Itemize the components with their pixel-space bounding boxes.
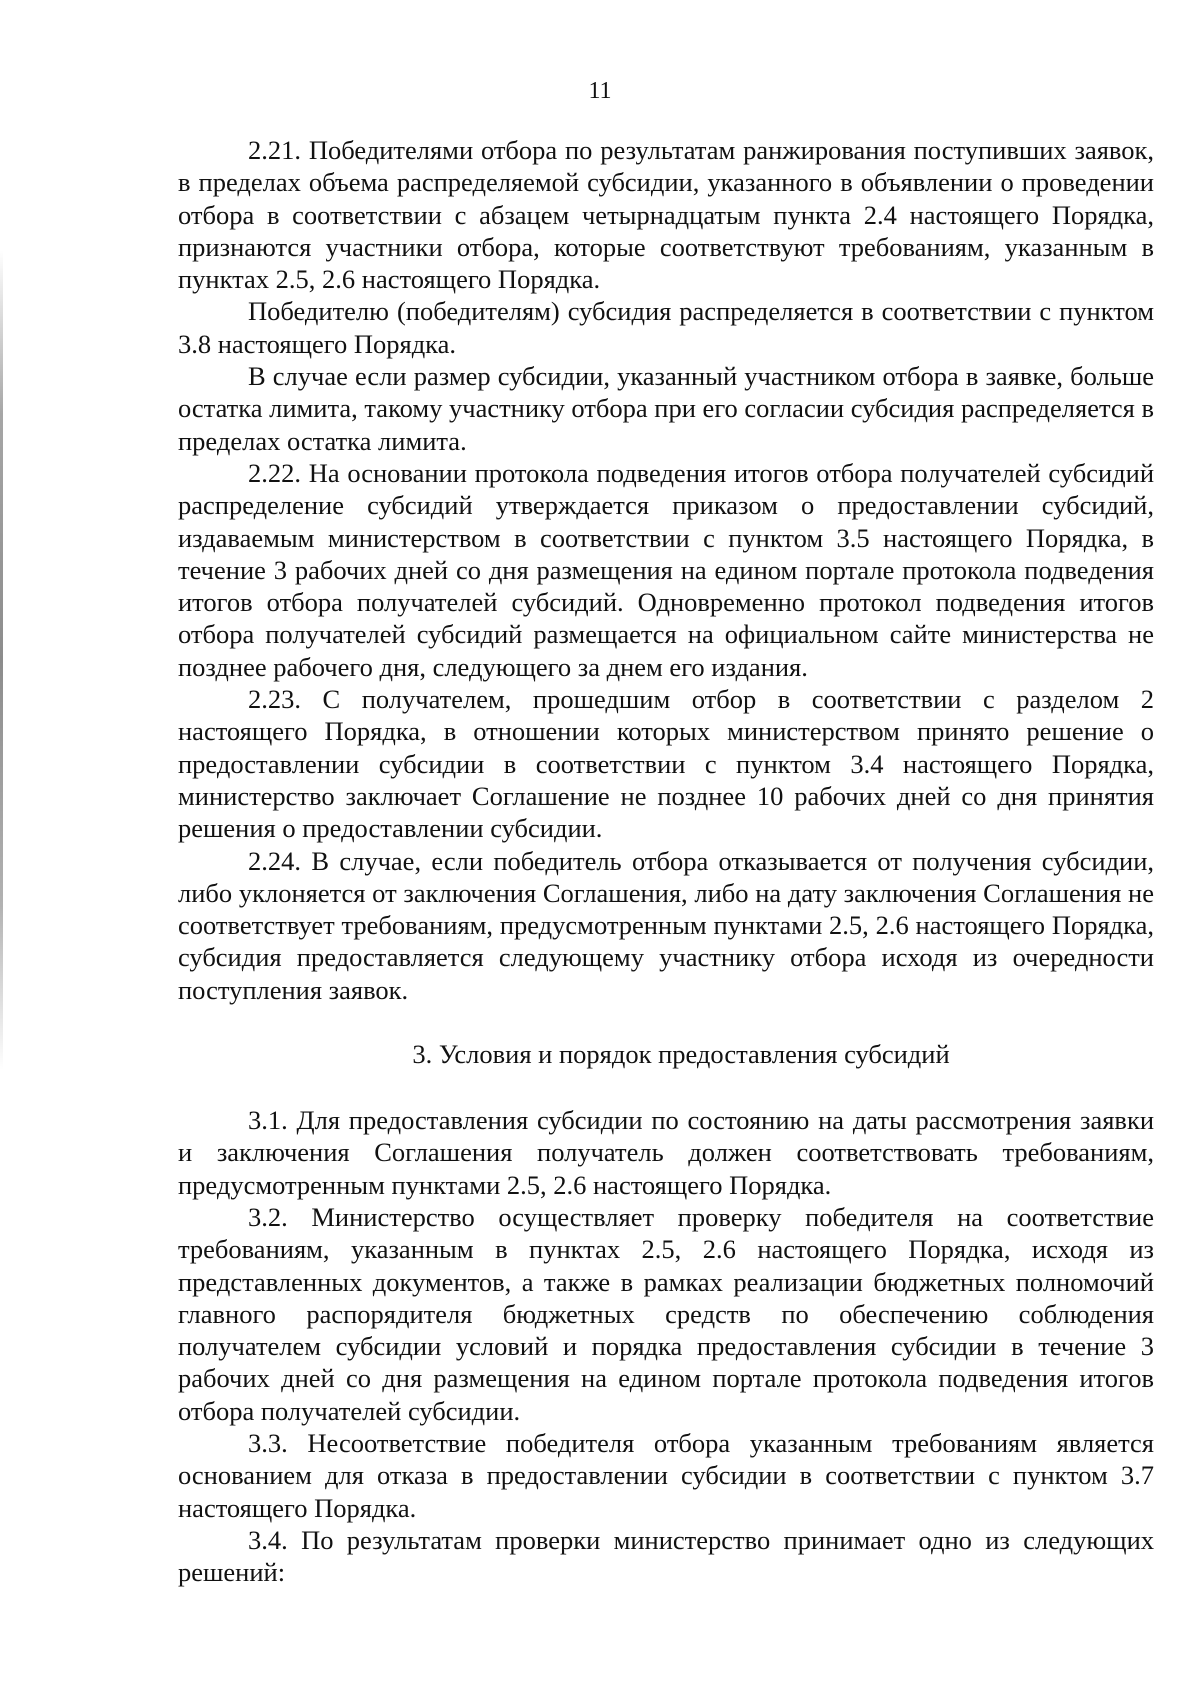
paragraph-winner-distribution: Победителю (победителям) субсидия распределяется в соответствии с пунктом 3.8 настоящего Порядка. <box>178 296 1154 359</box>
paragraph-3-4: 3.4. По результатам проверки министерство принимает одно из следующих решений: <box>178 1524 1154 1588</box>
paragraph-3-3: 3.3. Несоответствие победителя отбора указанным требованиям является основанием для отказа в предоставлении субсидии в соответствии с пунктом 3.7 настоящего Порядка. <box>178 1427 1154 1523</box>
paragraph-2-21: 2.21. Победителями отбора по результатам ранжирования поступивших заявок, в пределах объема распределяемой субсидии, указанного в объявлении о проведении отбора в соответствии с абзацем четырнадцатым пункта 2.4 настоящего Порядка, признаются участники отбора, которые соответствуют требованиям, указанным в пунктах 2.5, 2.6 настоящего Порядка. <box>178 135 1154 295</box>
paragraph-3-1: 3.1. Для предоставления субсидии по состоянию на даты рассмотрения заявки и заключения Соглашения получатель должен соответствовать требованиям, предусмотренным пунктами 2.5, 2.6 настоящего Порядка. <box>178 1105 1154 1200</box>
paragraph-limit-remainder: В случае если размер субсидии, указанный участником отбора в заявке, больше остатка лимита, такому участнику отбора при его согласии субсидия распределяется в пределах остатка лимита. <box>178 361 1154 456</box>
scan-edge-shadow <box>0 250 3 1070</box>
paragraph-2-24: 2.24. В случае, если победитель отбора отказывается от получения субсидии, либо уклоняется от заключения Соглашения, либо на дату заключения Соглашения не соответствует требованиям, предусмотренным пунктами 2.5, 2.6 настоящего Порядка, субсидия предоставляется следующему участнику отбора исходя из очередности поступления заявок. <box>178 845 1154 1005</box>
document-body <box>178 134 1154 1588</box>
paragraph-3-2: 3.2. Министерство осуществляет проверку победителя на соответствие требованиям, указанным в пунктах 2.5, 2.6 настоящего Порядка, исходя из представленных документов, а также в рамках реализации бюджетных полномочий главного распорядителя бюджетных средств по обеспечению соблюдения получателем субсидии условий и порядка предоставления субсидии в течение 3 рабочих дней со дня размещения на едином портале протокола подведения итогов отбора получателей субсидии. <box>178 1201 1154 1426</box>
section-heading: 3. Условия и порядок предоставления субсидий <box>412 1039 950 1070</box>
paragraph-2-22: 2.22. На основании протокола подведения итогов отбора получателей субсидий распределение субсидий утверждается приказом о предоставлении субсидий, издаваемым министерством в соответствии с пунктом 3.5 настоящего Порядка, в течение 3 рабочих дней со дня размещения на едином портале протокола подведения итогов отбора получателей субсидий. Одновременно протокол подведения итогов отбора получателей субсидий размещается на официальном сайте министерства не позднее рабочего дня, следующего за днем его издания. <box>178 457 1154 682</box>
paragraph-2-23: 2.23. С получателем, прошедшим отбор в соответствии с разделом 2 настоящего Порядка, в отношении которых министерством принято решение о предоставлении субсидии в соответствии с пунктом 3.4 настоящего Порядка, министерство заключает Соглашение не позднее 10 рабочих дней со дня принятия решения о предоставлении субсидии. <box>178 684 1154 844</box>
page-number: 11 <box>588 78 612 104</box>
